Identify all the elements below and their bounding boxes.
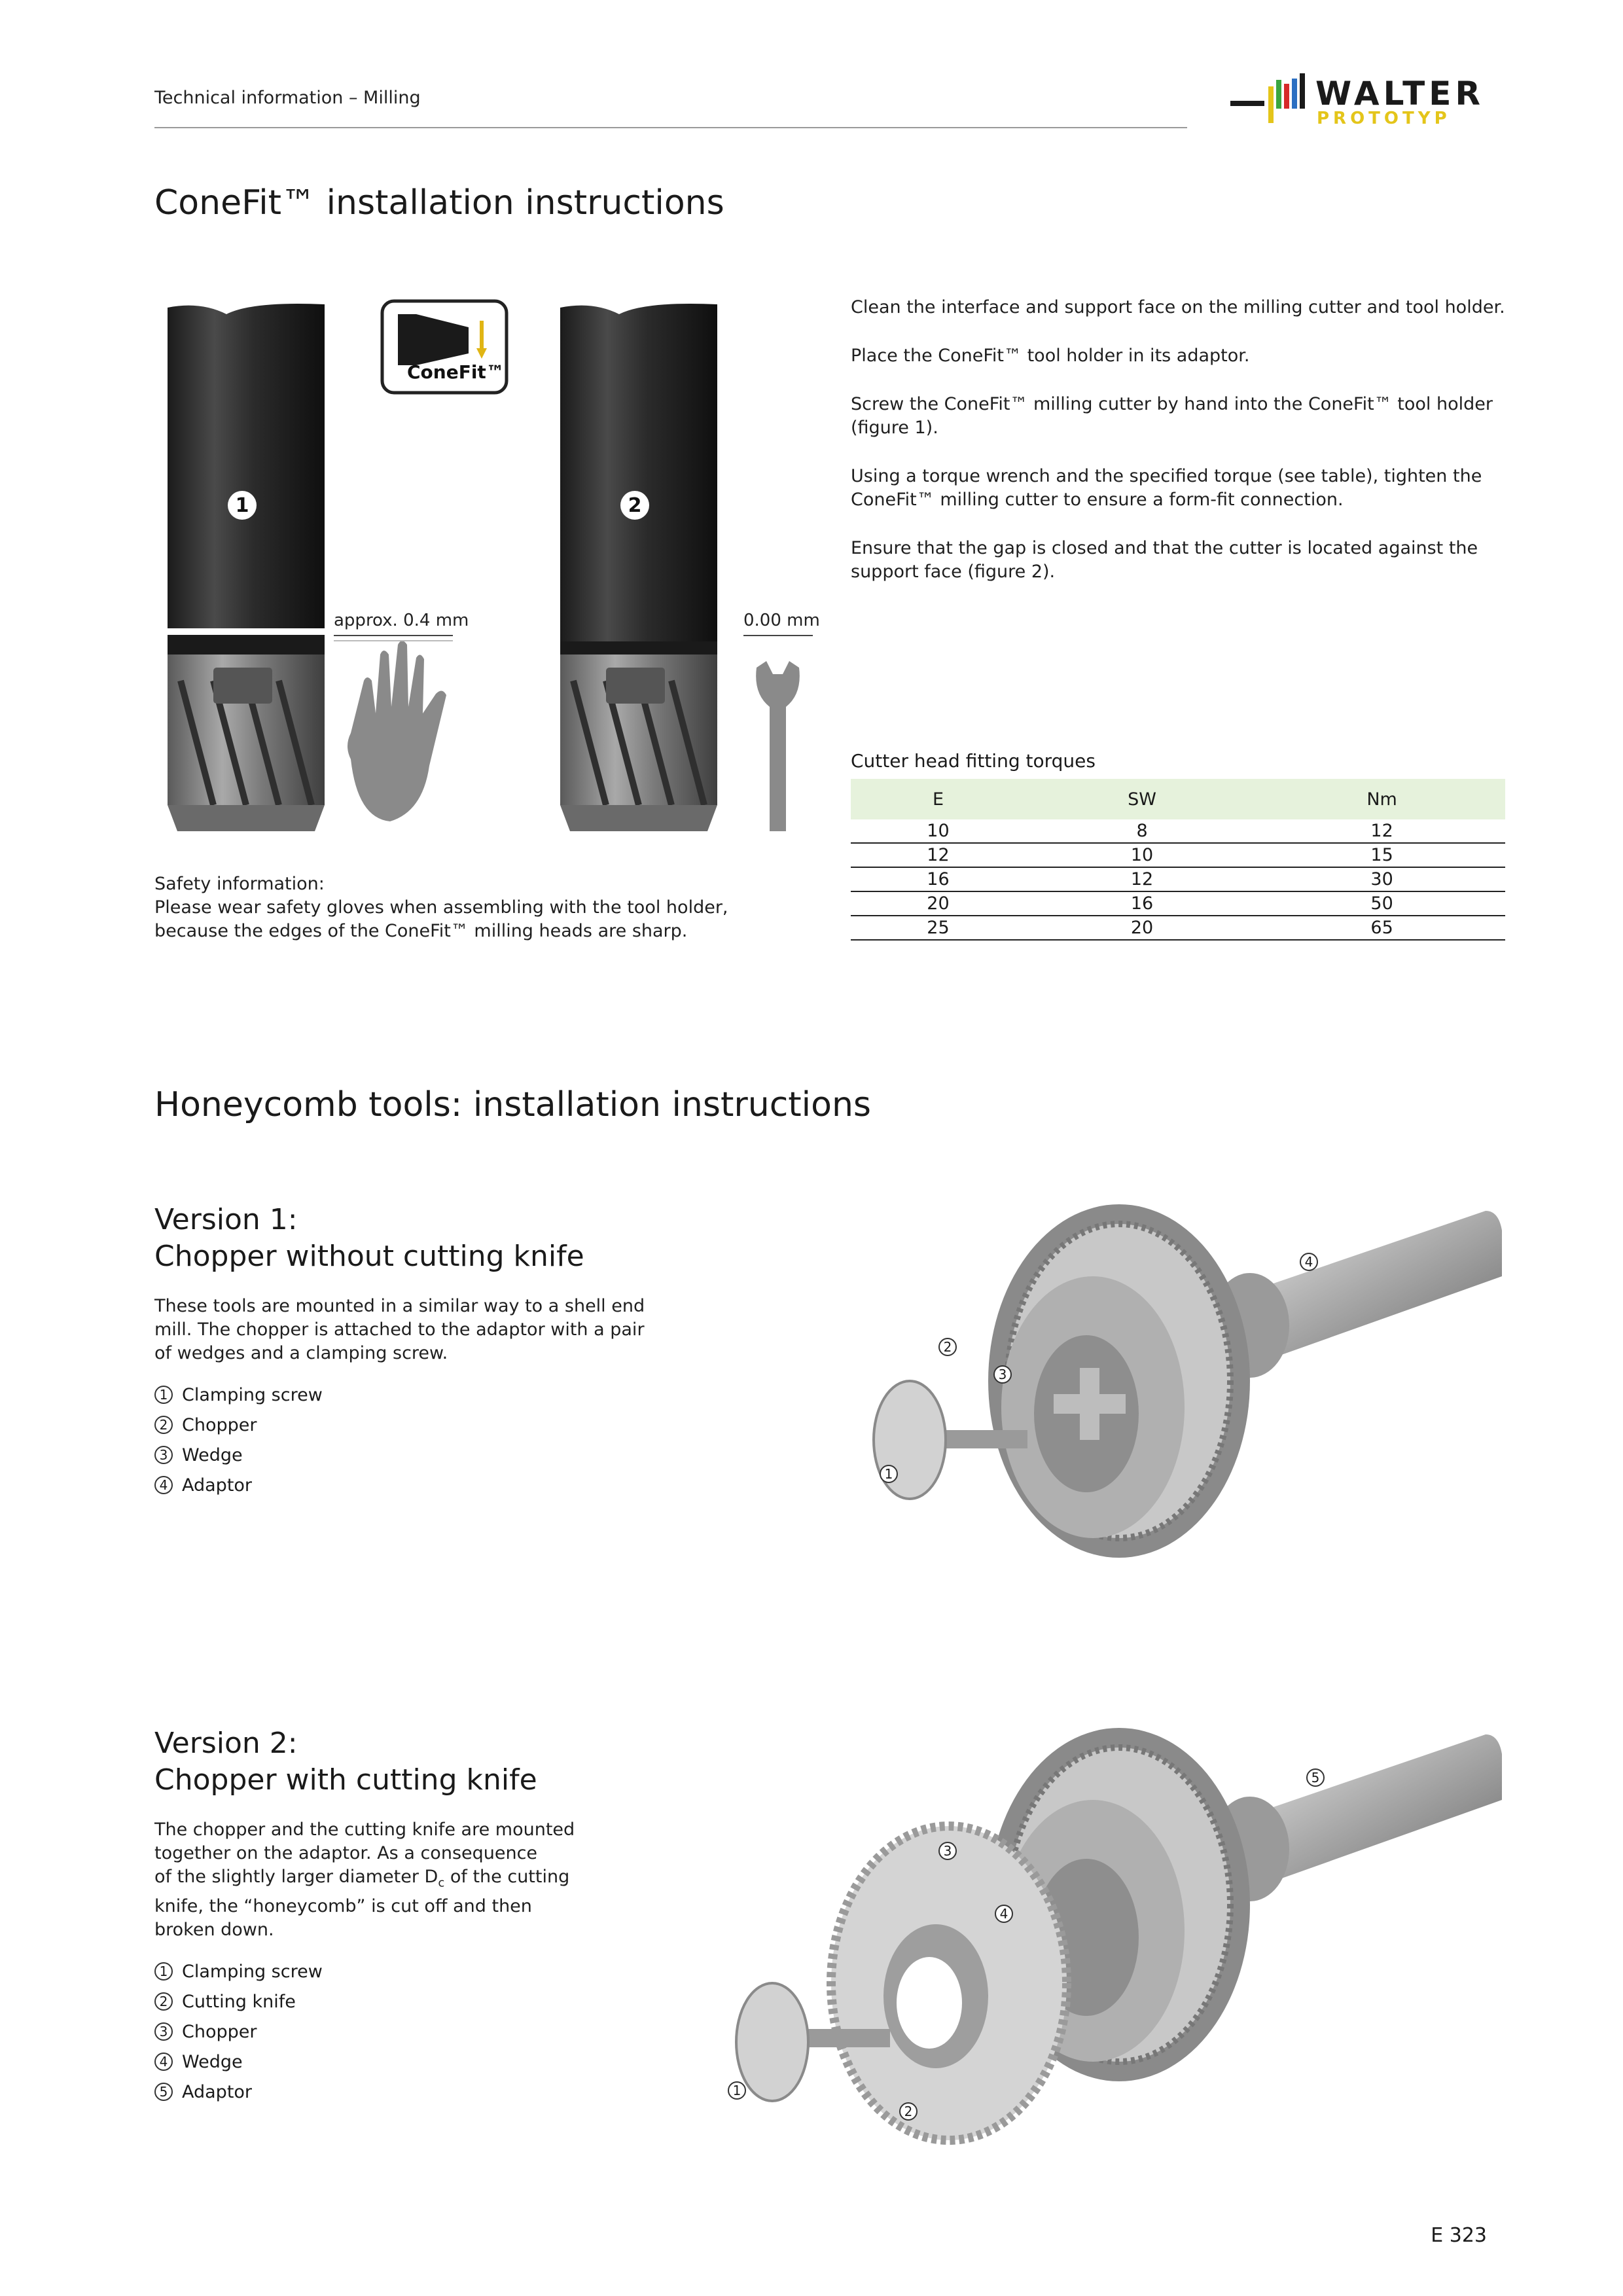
logo-word: WALTER <box>1315 75 1484 113</box>
legend-number: 4 <box>154 2053 173 2071</box>
legend-item <box>154 1410 743 1440</box>
version-2-illustration <box>700 1689 1505 2147</box>
wrench-icon <box>756 661 800 831</box>
table-row <box>851 819 1505 843</box>
table-cell: 20 <box>851 891 1026 916</box>
conefit-title: ConeFit™ installation instructions <box>154 183 724 223</box>
figure-2-number: 2 <box>620 491 649 520</box>
safety-information <box>154 872 809 943</box>
header-divider <box>154 127 1187 128</box>
table-cell: 20 <box>1026 916 1258 940</box>
table-header-row <box>851 779 1505 819</box>
legend-item <box>154 1440 743 1470</box>
table-cell: 25 <box>851 916 1026 940</box>
legend-item <box>154 1956 743 1986</box>
table-row <box>851 916 1505 940</box>
torque-table <box>851 779 1505 941</box>
legend-number: 3 <box>154 2022 173 2041</box>
table-header-e: E <box>851 779 1026 819</box>
instruction-2: Place the ConeFit™ tool holder in its adaptor. <box>851 346 1250 366</box>
gap-line-1 <box>334 635 453 636</box>
version-2-desc-line: together on the adaptor. As a consequence <box>154 1843 538 1863</box>
legend-item <box>154 1986 743 2017</box>
legend-item <box>154 2017 743 2047</box>
legend-number: 1 <box>154 1962 173 1981</box>
callout-4: 4 <box>1300 1253 1318 1271</box>
table-cell: 16 <box>1026 891 1258 916</box>
honeycomb-title: Honeycomb tools: installation instructions <box>154 1085 871 1124</box>
table-cell: 50 <box>1258 891 1505 916</box>
legend-number: 3 <box>154 1446 173 1464</box>
legend-label: Adaptor <box>182 1475 253 1496</box>
table-cell: 65 <box>1258 916 1505 940</box>
callout-3: 3 <box>993 1365 1012 1384</box>
desc-diameter-text: of the slightly larger diameter D <box>154 1867 438 1887</box>
callout-1: 1 <box>728 2081 746 2100</box>
version-1-description <box>154 1295 743 1365</box>
desc-subscript: c <box>438 1876 445 1890</box>
page-number: E 323 <box>1431 2224 1487 2247</box>
desc-diameter-tail: of the cutting <box>444 1867 570 1887</box>
table-row <box>851 843 1505 867</box>
gap-label-2: 0.00 mm <box>743 611 820 630</box>
callout-1: 1 <box>880 1465 898 1483</box>
safety-line-2: because the edges of the ConeFit™ milling heads are sharp. <box>154 921 688 941</box>
table-row <box>851 867 1505 891</box>
version-1-desc-line: of wedges and a clamping screw. <box>154 1343 448 1363</box>
table-cell: 12 <box>851 843 1026 867</box>
version-1-illustration <box>844 1172 1505 1597</box>
callout-5: 5 <box>1306 1768 1325 1787</box>
table-cell: 30 <box>1258 867 1505 891</box>
legend-number: 4 <box>154 1476 173 1494</box>
safety-title: Safety information: <box>154 874 325 894</box>
torque-table-title: Cutter head fitting torques <box>851 750 1096 772</box>
instruction-5: Ensure that the gap is closed and that the cutter is located against the support face (figure 2). <box>851 538 1478 582</box>
legend-label: Wedge <box>182 1444 243 1465</box>
legend-label: Cutting knife <box>182 1991 296 2012</box>
figure-1-number: 1 <box>228 491 257 520</box>
legend-number: 2 <box>154 1992 173 2011</box>
instruction-3: Screw the ConeFit™ milling cutter by hand into the ConeFit™ tool holder (figure 1). <box>851 394 1493 438</box>
legend-item <box>154 2047 743 2077</box>
legend-label: Clamping screw <box>182 1961 323 1982</box>
version-2-desc-line-3 <box>154 1865 743 1895</box>
version-2-title-line-2: Chopper with cutting knife <box>154 1763 537 1797</box>
table-cell: 12 <box>1258 819 1505 843</box>
conefit-badge-label: ConeFit™ <box>407 361 505 383</box>
legend-item <box>154 2077 743 2107</box>
version-2-desc-line: knife, the “honeycomb” is cut off and then <box>154 1896 532 1917</box>
legend-label: Clamping screw <box>182 1384 323 1405</box>
version-1-title-line-2: Chopper without cutting knife <box>154 1240 584 1273</box>
callout-2: 2 <box>899 2102 918 2121</box>
version-1-desc-line: mill. The chopper is attached to the adaptor with a pair <box>154 1319 645 1340</box>
cutting-knife <box>831 1826 1067 2140</box>
table-cell: 10 <box>1026 843 1258 867</box>
callout-4: 4 <box>995 1905 1013 1923</box>
glove-hand-icon <box>348 641 446 821</box>
legend-label: Chopper <box>182 1414 257 1435</box>
gap-line-2 <box>743 635 813 636</box>
table-cell: 10 <box>851 819 1026 843</box>
table-cell: 8 <box>1026 819 1258 843</box>
version-1-section <box>154 1202 743 1500</box>
chopper-wheel <box>988 1204 1250 1558</box>
logo-subword: PROTOTYP <box>1317 109 1451 128</box>
legend-item <box>154 1380 743 1410</box>
table-cell: 15 <box>1258 843 1505 867</box>
gap-label-1: approx. 0.4 mm <box>334 611 469 630</box>
table-header-nm: Nm <box>1258 779 1505 819</box>
instruction-1: Clean the interface and support face on the milling cutter and tool holder. <box>851 297 1505 317</box>
tool-figure-1 <box>168 304 325 831</box>
version-2-title-line-1: Version 2: <box>154 1727 298 1760</box>
callout-2: 2 <box>938 1338 957 1356</box>
conefit-instructions <box>851 296 1505 609</box>
version-1-desc-line: These tools are mounted in a similar way to a shell end <box>154 1296 645 1316</box>
legend-label: Adaptor <box>182 2081 253 2102</box>
legend-number: 2 <box>154 1416 173 1434</box>
version-2-description <box>154 1818 743 1942</box>
legend-label: Chopper <box>182 2021 257 2042</box>
version-2-desc-line: The chopper and the cutting knife are mounted <box>154 1820 575 1840</box>
version-1-title-line-1: Version 1: <box>154 1203 298 1236</box>
gap-line-1b <box>334 640 453 641</box>
legend-number: 5 <box>154 2083 173 2101</box>
table-row <box>851 891 1505 916</box>
tool-figure-2 <box>560 304 717 831</box>
version-2-section <box>154 1725 743 2107</box>
safety-line-1: Please wear safety gloves when assembling with the tool holder, <box>154 897 728 918</box>
section-header: Technical information – Milling <box>154 88 421 108</box>
version-2-desc-line: broken down. <box>154 1920 274 1941</box>
walter-logo <box>1230 60 1505 132</box>
table-cell: 16 <box>851 867 1026 891</box>
legend-item <box>154 1470 743 1500</box>
table-header-sw: SW <box>1026 779 1258 819</box>
version-1-legend <box>154 1380 743 1500</box>
version-2-legend <box>154 1956 743 2107</box>
legend-label: Wedge <box>182 2051 243 2072</box>
instruction-4: Using a torque wrench and the specified torque (see table), tighten the ConeFit™ milling cutter to ensure a form-fit connection. <box>851 466 1482 510</box>
legend-number: 1 <box>154 1386 173 1404</box>
table-cell: 12 <box>1026 867 1258 891</box>
callout-3: 3 <box>938 1842 957 1860</box>
